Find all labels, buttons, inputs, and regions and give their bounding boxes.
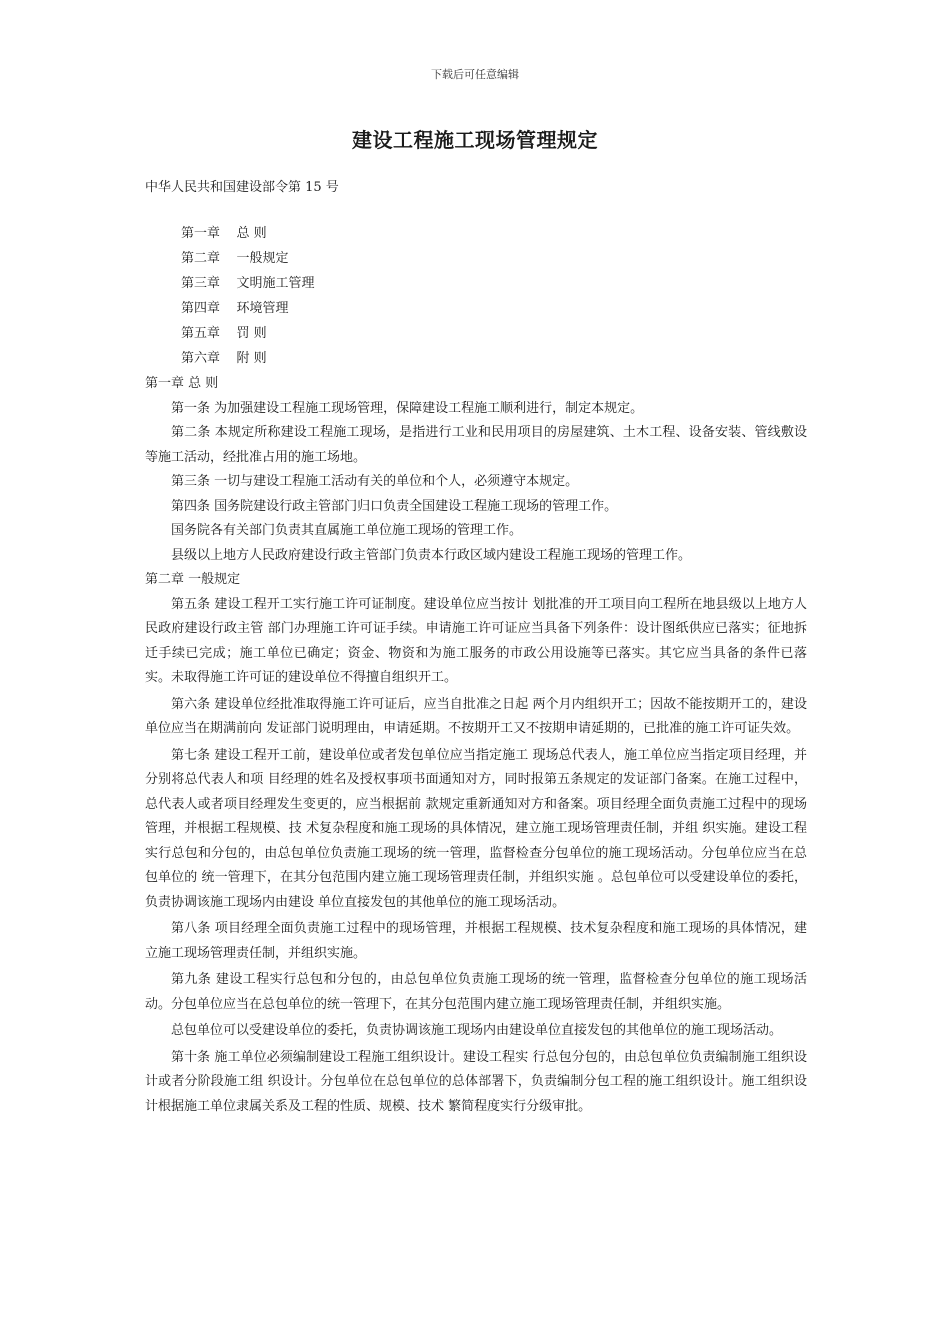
article-paragraph: 第六条 建设单位经批准取得施工许可证后，应当自批准之日起 两个月内组织开工；因故不能按期开工的，建设单位应当在期满前向 发证部门说明理由，申请延期。不按期开工又不按期申请延期的，已批准的施工许可证失效。 — [145, 696, 807, 736]
article-paragraph: 第二条 本规定所称建设工程施工现场，是指进行工业和民用项目的房屋建筑、土木工程、设备安装、管线敷设等施工活动，经批准占用的施工场地。 — [145, 425, 807, 465]
article-paragraph: 第四条 国务院建设行政主管部门归口负责全国建设工程施工现场的管理工作。 — [171, 498, 618, 514]
toc-item-chapter-5: 第五章 罚 则 — [181, 326, 267, 341]
document-body — [145, 372, 807, 1119]
order-line: 中华人民共和国建设部令第 15 号 — [145, 180, 339, 195]
chapter-heading: 第二章 一般规定 — [145, 572, 241, 587]
article-paragraph: 第九条 建设工程实行总包和分包的，由总包单位负责施工现场的统一管理，监督检查分包单位的施工现场活动。分包单位应当在总包单位的统一管理下，在其分包范围内建立施工现场管理责任制，并组织实施。 — [145, 972, 807, 1012]
article-paragraph: 国务院各有关部门负责其直属施工单位施工现场的管理工作。 — [171, 523, 523, 538]
toc-item-chapter-2: 第二章 一般规定 — [181, 251, 289, 266]
table-of-contents — [181, 224, 315, 374]
article-paragraph: 第三条 一切与建设工程施工活动有关的单位和个人，必须遵守本规定。 — [171, 474, 579, 489]
toc-item-chapter-3: 第三章 文明施工管理 — [181, 276, 315, 291]
article-paragraph: 总包单位可以受建设单位的委托，负责协调该施工现场内由建设单位直接发包的其他单位的施工现场活动。 — [171, 1023, 783, 1038]
toc-item-chapter-1: 第一章 总 则 — [181, 226, 267, 241]
toc-item-chapter-4: 第四章 环境管理 — [181, 301, 289, 316]
article-paragraph: 第一条 为加强建设工程施工现场管理，保障建设工程施工顺利进行，制定本规定。 — [171, 400, 644, 416]
document-title: 建设工程施工现场管理规定 — [352, 128, 598, 152]
article-paragraph: 县级以上地方人民政府建设行政主管部门负责本行政区域内建设工程施工现场的管理工作。 — [171, 547, 692, 563]
article-paragraph: 第五条 建设工程开工实行施工许可证制度。建设单位应当按计 划批准的开工项目向工程所在地县级以上地方人民政府建设行政主管 部门办理施工许可证手续。申请施工许可证应当具备下列条件：设计图纸供应已落实；征地拆迁手续已完成；施工单位已确定；资金、物资和为施工服务的市政公用设施等已落实。其它应当具备的条件已落实。未取得施工许可证的建设单位不得擅自组织开工。 — [145, 596, 807, 685]
toc-item-chapter-6: 第六章 附 则 — [181, 351, 267, 366]
header-note: 下载后可任意编辑 — [431, 68, 519, 81]
article-paragraph: 第八条 项目经理全面负责施工过程中的现场管理，并根据工程规模、技术复杂程度和施工现场的具体情况，建立施工现场管理责任制，并组织实施。 — [145, 921, 807, 961]
article-paragraph: 第七条 建设工程开工前，建设单位或者发包单位应当指定施工 现场总代表人，施工单位应当指定项目经理，并分别将总代表人和项 目经理的姓名及授权事项书面通知对方，同时报第五条规定的发证部门备案。在施工过程中，总代表人或者项目经理发生变更的，应当根据前 款规定重新通知对方和备案。项目经理全面负责施工过程中的现场管理，并根据工程规模、技 术复杂程度和施工现场的具体情况，建立施工现场管理责任制，并组 织实施。建设工程实行总包和分包的，由总包单位负责施工现场的统一管理，监督检查分包单位的施工现场活动。分包单位应当在总包单位的 统一管理下，在其分包范围内建立施工现场管理责任制，并组织实施 。总包单位可以受建设单位的委托，负责协调该施工现场内由建设 单位直接发包的其他单位的施工现场活动。 — [145, 747, 807, 910]
article-paragraph: 第十条 施工单位必须编制建设工程施工组织设计。建设工程实 行总包分包的，由总包单位负责编制施工组织设计或者分阶段施工组 织设计。分包单位在总包单位的总体部署下，负责编制分包工程的施工组织设计。施工组织设计根据施工单位隶属关系及工程的性质、规模、技术 繁简程度实行分级审批。 — [145, 1049, 807, 1114]
chapter-heading: 第一章 总 则 — [145, 376, 219, 391]
